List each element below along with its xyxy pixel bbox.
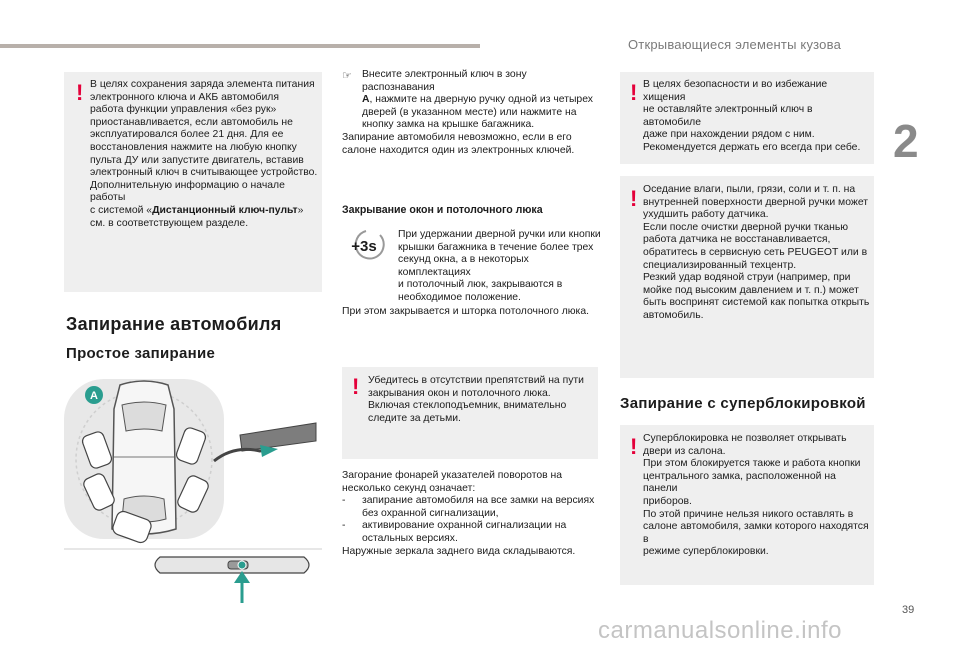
chapter-number: 2 [893,115,919,167]
warning-icon: ! [630,186,638,211]
windows-text: При удержании дверной ручки или кнопки крышки багажника в течение более трех секунд окна, а в некоторых комплектациях и потолочный люк, закрываются в необходимое положение. [398,229,601,303]
indicators-text: Загорание фонарей указателей поворотов на несколько секунд означает: - запирание автомобиля на все замки на версиях без охранной сигнализации, - активирование охранной сигнализации на остальных версиях. Наружные зеркала заднего вида складываются. [342,470,604,558]
sunroof-blind-text: При этом закрывается и шторка потолочного люка. [342,306,589,317]
list-item: - активирование охранной сигнализации на остальных версиях. [342,520,604,545]
warning-icon: ! [76,80,84,105]
windows-heading: Закрывание окон и потолочного люка [342,204,543,216]
timer-label: +3s [351,238,377,255]
heading-locking: Запирание автомобиля [66,314,282,334]
zone-marker-label: A [90,390,98,402]
page-number: 39 [902,604,915,616]
warning-text-sensor: Оседание влаги, пыли, грязи, соли и т. п. на внутренней поверхности дверной ручки может ухудшить работу датчика. Если после очистки дверной ручки тканью работа датчика не восстанавливается, обратитесь в сервисную сеть PEUGEOT или в специализированный техцентр. Резкий удар водяной струи (например, при мойке под высоким давлением и т. п.) может быть воспринят системой как попытка открыть автомобиль. [643,184,870,321]
warning-text-theft: В целях безопасности и во избежание хищения не оставляйте электронный ключ в автомобиле даже при нахождении рядом с ним. Рекомендуется держать его всегда при себе. [643,79,861,153]
header-rule [0,44,480,48]
warning-text-deadlock: Суперблокировка не позволяет открывать двери из салона. При этом блокируется также и работа кнопки центрального замка, расположенной на панели приборов. По этой причине нельзя никого оставлять в салоне автомобиля, замки которого находятся в режиме суперблокировки. [643,433,869,558]
intro-text: Внесите электронный ключ в зону распознавания A, нажмите на дверную ручку одной из четырех дверей (в указанном месте) или нажмите на кнопку замка на крышке багажника. Запирание автомобиля невозможно, если в его салоне находится один из электронных ключей. [342,69,593,156]
warning-text-windows: Убедитесь в отсутствии препятствий на пути закрывания окон и потолочного люка. Включая стеклоподъемник, внимательно следите за детьми. [368,375,584,424]
hand-pointer-icon: ☞ [342,70,352,82]
warning-icon: ! [352,374,360,399]
timer-3s-icon [342,229,386,261]
heading-deadlocking: Запирание с суперблокировкой [620,395,866,412]
tailgate-button-icon [238,561,246,569]
list-item: - запирание автомобиля на все замки на версиях без охранной сигнализации, [342,495,604,520]
section-title: Открывающиеся элементы кузова [628,37,841,52]
warning-icon: ! [630,80,638,105]
warning-text-battery: В целях сохранения заряда элемента питания электронного ключа и АКБ автомобиля работа функции управления «без рук» приостанавливается, если автомобиль не эксплуатировался более 21 дня. Для ее восстановления нажмите на любую кнопку пульта ДУ или запустите двигатель, вставив электронный ключ в считывающее устройство. Дополнительную информацию о начале работы с системой «Дистанционный ключ-пульт» см. в соответствующем разделе. [90,79,318,229]
heading-simple-locking: Простое запирание [66,345,216,362]
warning-icon: ! [630,434,638,459]
locking-illustration [64,379,322,603]
watermark: carmanualsonline.info [598,617,842,644]
